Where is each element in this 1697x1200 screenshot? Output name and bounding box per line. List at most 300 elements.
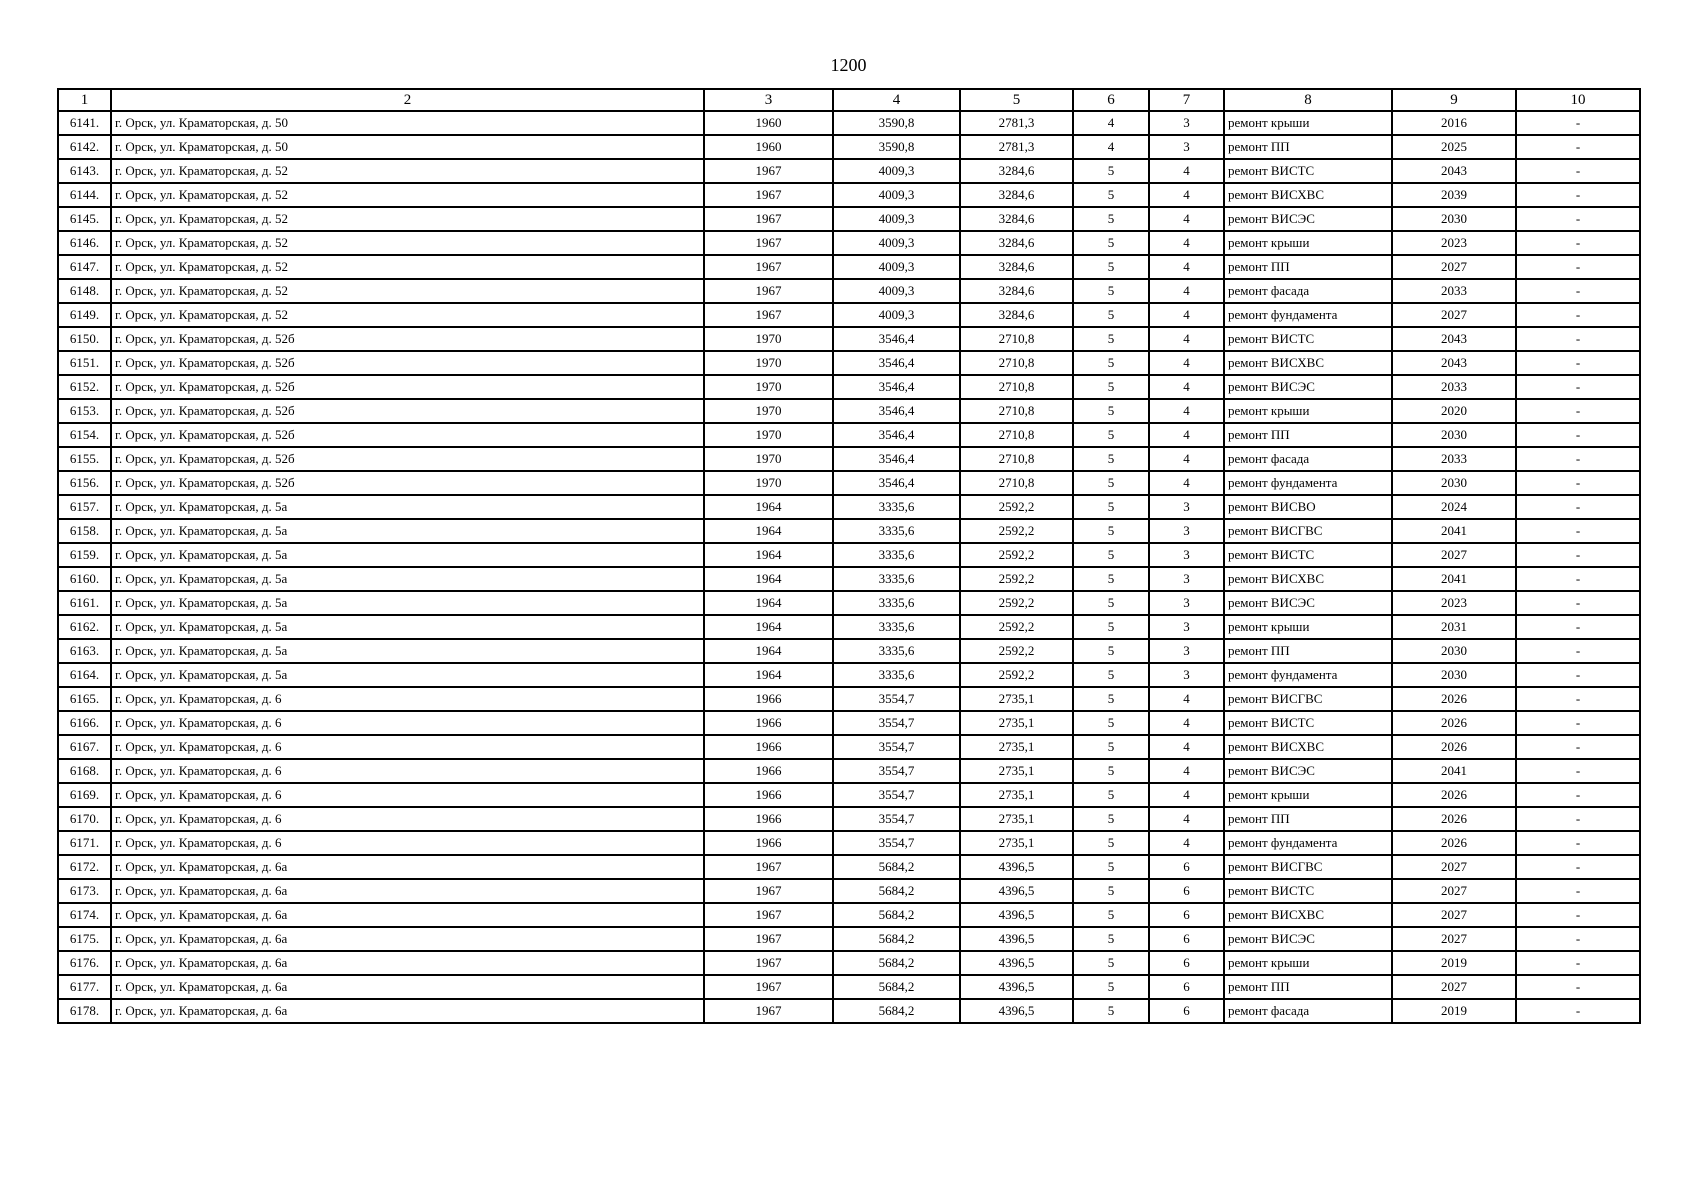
work-type-cell: ремонт ВИСГВС	[1224, 687, 1392, 711]
total-area-cell: 3554,7	[833, 783, 960, 807]
note-cell: -	[1516, 783, 1640, 807]
note-cell: -	[1516, 879, 1640, 903]
row-number-cell: 6153.	[58, 399, 111, 423]
address-cell: г. Орск, ул. Краматорская, д. 6а	[111, 975, 704, 999]
row-number-cell: 6167.	[58, 735, 111, 759]
year-built-cell: 1966	[704, 759, 833, 783]
floors-cell: 5	[1073, 231, 1149, 255]
total-area-cell: 5684,2	[833, 999, 960, 1023]
living-area-cell: 4396,5	[960, 855, 1073, 879]
planned-year-cell: 2019	[1392, 999, 1516, 1023]
row-number-cell: 6168.	[58, 759, 111, 783]
entrances-cell: 6	[1149, 927, 1224, 951]
total-area-cell: 3546,4	[833, 351, 960, 375]
year-built-cell: 1964	[704, 591, 833, 615]
address-cell: г. Орск, ул. Краматорская, д. 6	[111, 711, 704, 735]
work-type-cell: ремонт крыши	[1224, 399, 1392, 423]
living-area-cell: 4396,5	[960, 975, 1073, 999]
total-area-cell: 3554,7	[833, 735, 960, 759]
table-row	[58, 831, 1640, 855]
note-cell: -	[1516, 543, 1640, 567]
address-cell: г. Орск, ул. Краматорская, д. 5а	[111, 543, 704, 567]
entrances-cell: 4	[1149, 351, 1224, 375]
row-number-cell: 6169.	[58, 783, 111, 807]
table-row	[58, 759, 1640, 783]
entrances-cell: 3	[1149, 519, 1224, 543]
address-cell: г. Орск, ул. Краматорская, д. 5а	[111, 663, 704, 687]
row-number-cell: 6149.	[58, 303, 111, 327]
note-cell: -	[1516, 279, 1640, 303]
year-built-cell: 1960	[704, 111, 833, 135]
floors-cell: 5	[1073, 711, 1149, 735]
total-area-cell: 5684,2	[833, 975, 960, 999]
total-area-cell: 3335,6	[833, 615, 960, 639]
planned-year-cell: 2041	[1392, 567, 1516, 591]
living-area-cell: 2592,2	[960, 615, 1073, 639]
year-built-cell: 1966	[704, 711, 833, 735]
table-row	[58, 423, 1640, 447]
entrances-cell: 3	[1149, 495, 1224, 519]
work-type-cell: ремонт ВИСТС	[1224, 159, 1392, 183]
planned-year-cell: 2024	[1392, 495, 1516, 519]
address-cell: г. Орск, ул. Краматорская, д. 52б	[111, 447, 704, 471]
year-built-cell: 1960	[704, 135, 833, 159]
floors-cell: 5	[1073, 591, 1149, 615]
planned-year-cell: 2027	[1392, 975, 1516, 999]
work-type-cell: ремонт ВИСХВС	[1224, 183, 1392, 207]
work-type-cell: ремонт фундамента	[1224, 471, 1392, 495]
planned-year-cell: 2026	[1392, 735, 1516, 759]
note-cell: -	[1516, 831, 1640, 855]
entrances-cell: 6	[1149, 975, 1224, 999]
work-type-cell: ремонт ПП	[1224, 807, 1392, 831]
address-cell: г. Орск, ул. Краматорская, д. 5а	[111, 639, 704, 663]
living-area-cell: 3284,6	[960, 159, 1073, 183]
row-number-cell: 6161.	[58, 591, 111, 615]
entrances-cell: 3	[1149, 135, 1224, 159]
planned-year-cell: 2041	[1392, 759, 1516, 783]
work-type-cell: ремонт ВИСТС	[1224, 879, 1392, 903]
work-type-cell: ремонт ВИСВО	[1224, 495, 1392, 519]
living-area-cell: 2710,8	[960, 375, 1073, 399]
living-area-cell: 2781,3	[960, 135, 1073, 159]
address-cell: г. Орск, ул. Краматорская, д. 6а	[111, 879, 704, 903]
total-area-cell: 5684,2	[833, 903, 960, 927]
planned-year-cell: 2030	[1392, 207, 1516, 231]
floors-cell: 5	[1073, 495, 1149, 519]
planned-year-cell: 2020	[1392, 399, 1516, 423]
address-cell: г. Орск, ул. Краматорская, д. 6	[111, 783, 704, 807]
entrances-cell: 4	[1149, 231, 1224, 255]
entrances-cell: 4	[1149, 831, 1224, 855]
floors-cell: 5	[1073, 255, 1149, 279]
work-type-cell: ремонт крыши	[1224, 615, 1392, 639]
entrances-cell: 4	[1149, 471, 1224, 495]
row-number-cell: 6178.	[58, 999, 111, 1023]
work-type-cell: ремонт ВИСТС	[1224, 711, 1392, 735]
page-number: 1200	[830, 55, 867, 75]
entrances-cell: 3	[1149, 111, 1224, 135]
total-area-cell: 3554,7	[833, 711, 960, 735]
table-row	[58, 519, 1640, 543]
planned-year-cell: 2019	[1392, 951, 1516, 975]
floors-cell: 5	[1073, 759, 1149, 783]
note-cell: -	[1516, 207, 1640, 231]
year-built-cell: 1967	[704, 951, 833, 975]
work-type-cell: ремонт ВИСЭС	[1224, 927, 1392, 951]
floors-cell: 5	[1073, 327, 1149, 351]
living-area-cell: 2735,1	[960, 711, 1073, 735]
floors-cell: 5	[1073, 207, 1149, 231]
planned-year-cell: 2041	[1392, 519, 1516, 543]
column-header: 8	[1224, 89, 1392, 111]
planned-year-cell: 2025	[1392, 135, 1516, 159]
note-cell: -	[1516, 807, 1640, 831]
address-cell: г. Орск, ул. Краматорская, д. 6а	[111, 999, 704, 1023]
planned-year-cell: 2027	[1392, 255, 1516, 279]
living-area-cell: 2735,1	[960, 807, 1073, 831]
work-type-cell: ремонт крыши	[1224, 231, 1392, 255]
work-type-cell: ремонт фасада	[1224, 279, 1392, 303]
planned-year-cell: 2027	[1392, 543, 1516, 567]
entrances-cell: 6	[1149, 999, 1224, 1023]
entrances-cell: 6	[1149, 855, 1224, 879]
note-cell: -	[1516, 999, 1640, 1023]
planned-year-cell: 2026	[1392, 807, 1516, 831]
row-number-cell: 6143.	[58, 159, 111, 183]
work-type-cell: ремонт ПП	[1224, 255, 1392, 279]
year-built-cell: 1967	[704, 183, 833, 207]
floors-cell: 5	[1073, 351, 1149, 375]
work-type-cell: ремонт ВИСТС	[1224, 327, 1392, 351]
year-built-cell: 1964	[704, 663, 833, 687]
table-row	[58, 207, 1640, 231]
floors-cell: 5	[1073, 279, 1149, 303]
row-number-cell: 6156.	[58, 471, 111, 495]
floors-cell: 5	[1073, 567, 1149, 591]
table-row	[58, 135, 1640, 159]
table-row	[58, 399, 1640, 423]
floors-cell: 5	[1073, 783, 1149, 807]
total-area-cell: 3546,4	[833, 447, 960, 471]
work-type-cell: ремонт крыши	[1224, 783, 1392, 807]
column-header: 9	[1392, 89, 1516, 111]
address-cell: г. Орск, ул. Краматорская, д. 52б	[111, 375, 704, 399]
planned-year-cell: 2023	[1392, 231, 1516, 255]
table-row	[58, 615, 1640, 639]
planned-year-cell: 2043	[1392, 159, 1516, 183]
work-type-cell: ремонт фасада	[1224, 999, 1392, 1023]
work-type-cell: ремонт ВИСЭС	[1224, 207, 1392, 231]
table-row	[58, 303, 1640, 327]
work-type-cell: ремонт ВИСТС	[1224, 543, 1392, 567]
total-area-cell: 4009,3	[833, 159, 960, 183]
year-built-cell: 1964	[704, 519, 833, 543]
table-row	[58, 231, 1640, 255]
year-built-cell: 1964	[704, 543, 833, 567]
floors-cell: 5	[1073, 615, 1149, 639]
address-cell: г. Орск, ул. Краматорская, д. 52	[111, 207, 704, 231]
address-cell: г. Орск, ул. Краматорская, д. 5а	[111, 615, 704, 639]
total-area-cell: 3554,7	[833, 807, 960, 831]
table-row	[58, 687, 1640, 711]
table-row	[58, 999, 1640, 1023]
note-cell: -	[1516, 927, 1640, 951]
total-area-cell: 4009,3	[833, 231, 960, 255]
row-number-cell: 6148.	[58, 279, 111, 303]
address-cell: г. Орск, ул. Краматорская, д. 52	[111, 255, 704, 279]
address-cell: г. Орск, ул. Краматорская, д. 5а	[111, 591, 704, 615]
total-area-cell: 5684,2	[833, 951, 960, 975]
table-row	[58, 543, 1640, 567]
address-cell: г. Орск, ул. Краматорская, д. 52б	[111, 351, 704, 375]
table-row	[58, 495, 1640, 519]
entrances-cell: 4	[1149, 759, 1224, 783]
planned-year-cell: 2033	[1392, 279, 1516, 303]
work-type-cell: ремонт ВИСГВС	[1224, 855, 1392, 879]
entrances-cell: 4	[1149, 735, 1224, 759]
note-cell: -	[1516, 183, 1640, 207]
living-area-cell: 4396,5	[960, 951, 1073, 975]
note-cell: -	[1516, 687, 1640, 711]
living-area-cell: 2592,2	[960, 543, 1073, 567]
table-row	[58, 111, 1640, 135]
row-number-cell: 6174.	[58, 903, 111, 927]
planned-year-cell: 2027	[1392, 303, 1516, 327]
total-area-cell: 3590,8	[833, 111, 960, 135]
entrances-cell: 3	[1149, 591, 1224, 615]
work-type-cell: ремонт крыши	[1224, 111, 1392, 135]
total-area-cell: 3335,6	[833, 591, 960, 615]
work-type-cell: ремонт ВИСЭС	[1224, 375, 1392, 399]
table-row	[58, 735, 1640, 759]
entrances-cell: 6	[1149, 903, 1224, 927]
living-area-cell: 2781,3	[960, 111, 1073, 135]
living-area-cell: 4396,5	[960, 999, 1073, 1023]
table-row	[58, 159, 1640, 183]
table-row	[58, 927, 1640, 951]
row-number-cell: 6159.	[58, 543, 111, 567]
year-built-cell: 1970	[704, 351, 833, 375]
total-area-cell: 4009,3	[833, 303, 960, 327]
work-type-cell: ремонт фасада	[1224, 447, 1392, 471]
row-number-cell: 6146.	[58, 231, 111, 255]
total-area-cell: 3590,8	[833, 135, 960, 159]
total-area-cell: 5684,2	[833, 855, 960, 879]
planned-year-cell: 2016	[1392, 111, 1516, 135]
note-cell: -	[1516, 639, 1640, 663]
year-built-cell: 1966	[704, 687, 833, 711]
planned-year-cell: 2027	[1392, 903, 1516, 927]
column-header: 7	[1149, 89, 1224, 111]
year-built-cell: 1966	[704, 807, 833, 831]
note-cell: -	[1516, 975, 1640, 999]
note-cell: -	[1516, 591, 1640, 615]
column-header: 5	[960, 89, 1073, 111]
year-built-cell: 1967	[704, 879, 833, 903]
column-header: 6	[1073, 89, 1149, 111]
row-number-cell: 6151.	[58, 351, 111, 375]
entrances-cell: 4	[1149, 711, 1224, 735]
repair-schedule-table	[57, 88, 1641, 1024]
floors-cell: 5	[1073, 447, 1149, 471]
year-built-cell: 1967	[704, 279, 833, 303]
note-cell: -	[1516, 231, 1640, 255]
year-built-cell: 1970	[704, 423, 833, 447]
address-cell: г. Орск, ул. Краматорская, д. 52б	[111, 423, 704, 447]
entrances-cell: 4	[1149, 423, 1224, 447]
living-area-cell: 4396,5	[960, 903, 1073, 927]
address-cell: г. Орск, ул. Краматорская, д. 6а	[111, 927, 704, 951]
floors-cell: 5	[1073, 807, 1149, 831]
floors-cell: 5	[1073, 735, 1149, 759]
note-cell: -	[1516, 519, 1640, 543]
planned-year-cell: 2026	[1392, 687, 1516, 711]
total-area-cell: 3335,6	[833, 519, 960, 543]
living-area-cell: 2735,1	[960, 735, 1073, 759]
table-row	[58, 783, 1640, 807]
table-row	[58, 447, 1640, 471]
living-area-cell: 3284,6	[960, 231, 1073, 255]
address-cell: г. Орск, ул. Краматорская, д. 50	[111, 111, 704, 135]
year-built-cell: 1970	[704, 471, 833, 495]
living-area-cell: 2735,1	[960, 687, 1073, 711]
address-cell: г. Орск, ул. Краматорская, д. 52б	[111, 399, 704, 423]
floors-cell: 5	[1073, 663, 1149, 687]
year-built-cell: 1967	[704, 903, 833, 927]
work-type-cell: ремонт ВИСХВС	[1224, 351, 1392, 375]
living-area-cell: 4396,5	[960, 927, 1073, 951]
year-built-cell: 1967	[704, 975, 833, 999]
note-cell: -	[1516, 135, 1640, 159]
note-cell: -	[1516, 375, 1640, 399]
address-cell: г. Орск, ул. Краматорская, д. 5а	[111, 495, 704, 519]
row-number-cell: 6158.	[58, 519, 111, 543]
address-cell: г. Орск, ул. Краматорская, д. 52	[111, 183, 704, 207]
year-built-cell: 1970	[704, 375, 833, 399]
note-cell: -	[1516, 663, 1640, 687]
work-type-cell: ремонт крыши	[1224, 951, 1392, 975]
floors-cell: 5	[1073, 951, 1149, 975]
living-area-cell: 2592,2	[960, 519, 1073, 543]
row-number-cell: 6172.	[58, 855, 111, 879]
table-body	[58, 111, 1640, 1023]
row-number-cell: 6150.	[58, 327, 111, 351]
year-built-cell: 1964	[704, 639, 833, 663]
living-area-cell: 3284,6	[960, 207, 1073, 231]
table-row	[58, 639, 1640, 663]
total-area-cell: 4009,3	[833, 255, 960, 279]
entrances-cell: 3	[1149, 615, 1224, 639]
work-type-cell: ремонт ВИСЭС	[1224, 759, 1392, 783]
living-area-cell: 2710,8	[960, 327, 1073, 351]
year-built-cell: 1964	[704, 567, 833, 591]
total-area-cell: 5684,2	[833, 879, 960, 903]
living-area-cell: 2735,1	[960, 759, 1073, 783]
note-cell: -	[1516, 303, 1640, 327]
planned-year-cell: 2026	[1392, 831, 1516, 855]
total-area-cell: 3335,6	[833, 639, 960, 663]
total-area-cell: 3546,4	[833, 399, 960, 423]
note-cell: -	[1516, 423, 1640, 447]
note-cell: -	[1516, 567, 1640, 591]
planned-year-cell: 2043	[1392, 327, 1516, 351]
address-cell: г. Орск, ул. Краматорская, д. 5а	[111, 567, 704, 591]
note-cell: -	[1516, 255, 1640, 279]
planned-year-cell: 2026	[1392, 783, 1516, 807]
work-type-cell: ремонт ПП	[1224, 639, 1392, 663]
note-cell: -	[1516, 855, 1640, 879]
address-cell: г. Орск, ул. Краматорская, д. 6	[111, 759, 704, 783]
living-area-cell: 2592,2	[960, 639, 1073, 663]
living-area-cell: 2710,8	[960, 447, 1073, 471]
address-cell: г. Орск, ул. Краматорская, д. 52	[111, 303, 704, 327]
row-number-cell: 6142.	[58, 135, 111, 159]
year-built-cell: 1970	[704, 327, 833, 351]
planned-year-cell: 2023	[1392, 591, 1516, 615]
row-number-cell: 6170.	[58, 807, 111, 831]
living-area-cell: 2710,8	[960, 399, 1073, 423]
address-cell: г. Орск, ул. Краматорская, д. 6	[111, 831, 704, 855]
floors-cell: 5	[1073, 975, 1149, 999]
note-cell: -	[1516, 471, 1640, 495]
floors-cell: 5	[1073, 855, 1149, 879]
floors-cell: 5	[1073, 879, 1149, 903]
planned-year-cell: 2043	[1392, 351, 1516, 375]
total-area-cell: 3554,7	[833, 831, 960, 855]
total-area-cell: 4009,3	[833, 207, 960, 231]
address-cell: г. Орск, ул. Краматорская, д. 6а	[111, 855, 704, 879]
row-number-cell: 6147.	[58, 255, 111, 279]
row-number-cell: 6171.	[58, 831, 111, 855]
table-row	[58, 255, 1640, 279]
living-area-cell: 2735,1	[960, 831, 1073, 855]
table-row	[58, 663, 1640, 687]
entrances-cell: 4	[1149, 279, 1224, 303]
entrances-cell: 4	[1149, 183, 1224, 207]
address-cell: г. Орск, ул. Краматорская, д. 6	[111, 735, 704, 759]
row-number-cell: 6164.	[58, 663, 111, 687]
planned-year-cell: 2030	[1392, 663, 1516, 687]
entrances-cell: 4	[1149, 207, 1224, 231]
living-area-cell: 4396,5	[960, 879, 1073, 903]
table-row	[58, 279, 1640, 303]
planned-year-cell: 2039	[1392, 183, 1516, 207]
note-cell: -	[1516, 615, 1640, 639]
table-row	[58, 327, 1640, 351]
living-area-cell: 2710,8	[960, 471, 1073, 495]
work-type-cell: ремонт фундамента	[1224, 663, 1392, 687]
row-number-cell: 6165.	[58, 687, 111, 711]
total-area-cell: 3546,4	[833, 327, 960, 351]
total-area-cell: 3335,6	[833, 543, 960, 567]
living-area-cell: 3284,6	[960, 279, 1073, 303]
entrances-cell: 4	[1149, 303, 1224, 327]
total-area-cell: 3554,7	[833, 759, 960, 783]
column-header: 3	[704, 89, 833, 111]
column-header: 2	[111, 89, 704, 111]
work-type-cell: ремонт фундамента	[1224, 303, 1392, 327]
note-cell: -	[1516, 735, 1640, 759]
work-type-cell: ремонт ВИСГВС	[1224, 519, 1392, 543]
year-built-cell: 1967	[704, 855, 833, 879]
table-row	[58, 879, 1640, 903]
row-number-cell: 6176.	[58, 951, 111, 975]
total-area-cell: 3335,6	[833, 495, 960, 519]
living-area-cell: 2592,2	[960, 567, 1073, 591]
row-number-cell: 6166.	[58, 711, 111, 735]
year-built-cell: 1967	[704, 159, 833, 183]
